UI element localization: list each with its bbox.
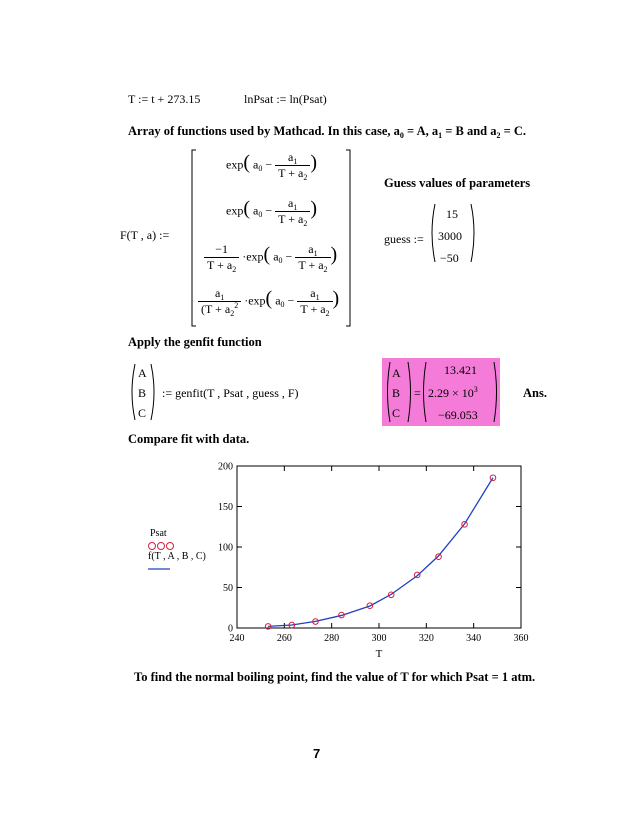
x-tick-label: 280 (324, 633, 340, 644)
x-tick-label: 340 (466, 633, 482, 644)
x-tick-label: 300 (371, 633, 387, 644)
result-var-a: A (392, 366, 401, 380)
guess-value-1: 15 (446, 207, 458, 221)
result-var-c: C (392, 406, 401, 420)
x-tick-label: 320 (418, 633, 434, 644)
guess-heading: Guess values of parameters (384, 176, 531, 190)
genfit-var-b: B (138, 386, 147, 400)
legend-fit-label: f(T , A , B , C) (148, 551, 206, 562)
x-axis-label: T (375, 648, 383, 660)
result-value-c: −69.053 (438, 408, 478, 422)
result-value-a: 13.421 (444, 363, 477, 377)
y-tick-label: 200 (218, 461, 233, 473)
fit-curve (268, 478, 493, 627)
plot-frame (237, 466, 521, 628)
y-tick-label: 50 (223, 583, 233, 594)
guess-value-2: 3000 (438, 229, 462, 243)
result-equals: = (414, 386, 421, 400)
x-tick-label: 360 (513, 633, 529, 644)
f-row-4: $\frac{a_1}{(T + a_2^2}$ ·exp( $a_0$ − $\frac{a_1}{T + a_2}$ ) (198, 286, 339, 317)
y-tick-label: 150 (218, 502, 233, 513)
boiling-point-note: To find the normal boiling point, find the value of T for which Psat = 1 atm. (134, 670, 536, 684)
f-row-1: exp( $a_0$ − $\frac{a_1}{T + a_2}$ ) (226, 150, 317, 182)
x-tick-label: 240 (229, 633, 245, 644)
compare-heading: Compare fit with data. (128, 432, 250, 446)
f-row-2: exp( $a_0$ − $\frac{a_1}{T + a_2}$ ) (226, 196, 317, 228)
legend-psat-marker (147, 541, 179, 551)
legend-psat-label: Psat (150, 528, 167, 539)
guess-value-3: −50 (440, 251, 459, 265)
legend-fit-line (148, 567, 172, 571)
genfit-var-c: C (138, 406, 147, 420)
fit-comparison-chart (205, 458, 535, 664)
guess-lhs: guess := (384, 232, 424, 246)
array-note: Array of functions used by Mathcad. In this case, $a_0 = A$, $a_1 = B$ and $a_2 = C$. (128, 124, 527, 140)
genfit-var-a: A (138, 366, 147, 380)
result-value-b: $2.29 \times 10^3$ (428, 385, 478, 400)
result-var-b: B (392, 386, 401, 400)
y-tick-label: 100 (218, 542, 233, 554)
ans-label: Ans. (523, 386, 547, 400)
lnpsat-definition: lnPsat := ln(Psat) (244, 92, 327, 106)
y-tick-label: 0 (228, 623, 233, 635)
page-number: 7 (313, 746, 321, 761)
t-definition: T := t + 273.15 (128, 92, 201, 106)
x-tick-label: 260 (276, 633, 292, 644)
f-row-3: $\frac{-1}{T + a_2}$ ·exp( $a_0$ − $\frac{a_1}{T + a_2}$ ) (204, 242, 337, 273)
psat-data-point (490, 475, 496, 481)
genfit-call: := genfit(T , Psat , guess , F) (162, 386, 299, 400)
f-definition-lhs: F(T , a) := (120, 228, 170, 242)
genfit-heading: Apply the genfit function (128, 335, 262, 349)
